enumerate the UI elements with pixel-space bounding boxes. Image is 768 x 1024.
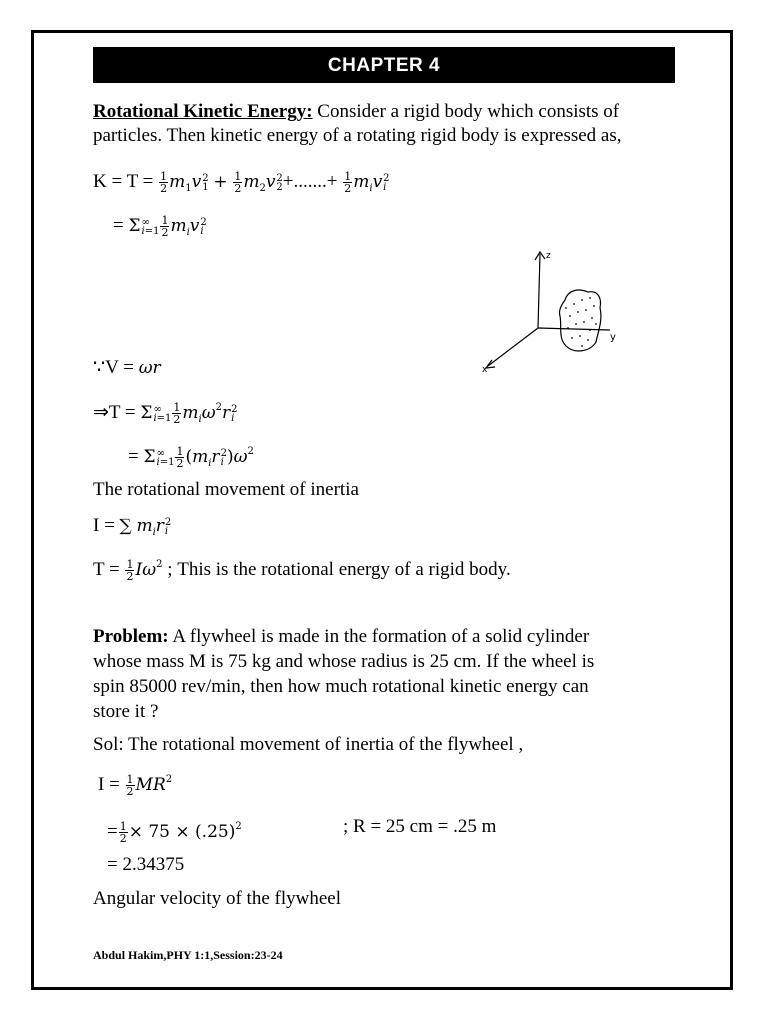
x-axis-line xyxy=(488,328,538,366)
fraction-half: $\frac{1}{2}$ xyxy=(234,170,242,196)
intro-line-1 xyxy=(93,100,619,124)
problem-line-3: spin 85000 rev/min, then how much rotational kinetic energy can xyxy=(93,676,589,697)
sum-eq: = xyxy=(113,215,129,236)
since-text: ∵V = xyxy=(93,357,139,378)
ke-lhs: K = T = xyxy=(93,171,159,192)
intro-line-2: particles. Then kinetic energy of a rotating rigid body is expressed as, xyxy=(93,125,622,146)
ke-dots: +.......+ xyxy=(282,171,343,192)
problem-text-1: A flywheel is made in the formation of a solid cylinder xyxy=(168,626,590,647)
fraction-half: $\frac{1}{2}$ xyxy=(160,170,168,196)
fraction-half: $\frac{1}{2}$ xyxy=(161,214,169,240)
problem-label: Problem: xyxy=(93,626,169,647)
fraction-half: $\frac{1}{2}$ xyxy=(119,820,127,846)
x-axis-label: x xyxy=(482,365,488,375)
fraction-half: $\frac{1}{2}$ xyxy=(344,170,352,196)
moi-substitution: = $\frac{1}{2}$ × $75 \times (.25)^2$ xyxy=(107,820,242,846)
fraction-half: $\frac{1}{2}$ xyxy=(173,401,181,427)
energy-text: ; This is the rotational energy of a rigid body. xyxy=(162,559,511,580)
calc-eq: = xyxy=(107,821,118,842)
problem-line-2: whose mass M is 75 kg and whose radius is 25 cm. If the wheel is xyxy=(93,651,595,672)
t-omega-equation: ⇒T = Σ ∞ i=1 $\frac{1}{2}$ $m_i\omega^2r$ 2 i xyxy=(93,401,238,427)
chapter-title: CHAPTER 4 xyxy=(93,47,675,83)
calc-expr: × 75 × (.25) xyxy=(128,822,236,842)
sum-eq-2: = xyxy=(128,446,144,467)
ke-sum-equation: = Σ ∞ i=1 $\frac{1}{2}$ $m_iv$ 2 i xyxy=(113,214,207,240)
solution-line: Sol: The rotational movement of inertia of the flywheel , xyxy=(93,734,524,755)
moi-flywheel-equation: I = $\frac{1}{2}$ $MR^2$ xyxy=(98,773,173,799)
implies-text: ⇒T = xyxy=(93,402,141,423)
moi-lhs: I = xyxy=(93,515,120,536)
section-heading: Rotational Kinetic Energy: xyxy=(93,101,313,122)
axes-sketch-figure xyxy=(470,240,630,380)
blob-particles xyxy=(565,297,597,347)
t-grouped-equation: = Σ ∞ i=1 $\frac{1}{2}$ ($m_ir$ 2 i )$\omega^2$ xyxy=(128,445,254,471)
z-axis-label: z xyxy=(546,251,551,261)
problem-line-4: store it ? xyxy=(93,701,159,722)
fraction-half: $\frac{1}{2}$ xyxy=(126,558,134,584)
rigid-body-blob xyxy=(559,290,600,351)
y-axis-label: y xyxy=(610,332,616,343)
ke-equation: K = T = $\frac{1}{2}$ $m_1v$ 2 1 + $\frac{1}{2}$ $m_2v$ 2 2 +.......+ $\frac{1}{2}$ $m_iv$ 2 i xyxy=(93,170,390,196)
z-axis-line xyxy=(538,254,540,328)
angular-velocity-label: Angular velocity of the flywheel xyxy=(93,888,341,909)
footer-text: Abdul Hakim,PHY 1:1,Session:23-24 xyxy=(93,948,283,962)
problem-line-1 xyxy=(93,625,589,649)
fraction-half: $\frac{1}{2}$ xyxy=(126,773,134,799)
rotational-energy-equation: T = $\frac{1}{2}$ $I\omega^2$ ; This is the rotational energy of a rigid body. xyxy=(93,558,511,584)
intro-text-1: Consider a rigid body which consists of xyxy=(312,101,620,122)
moi-label: The rotational movement of inertia xyxy=(93,479,359,500)
moi-equation: I = ∑ $m_ir$ 2 i xyxy=(93,515,172,538)
moi-result: = 2.34375 xyxy=(107,854,185,875)
radius-note: ; R = 25 cm = .25 m xyxy=(343,816,497,837)
velocity-relation: ∵V = ωr xyxy=(93,357,161,378)
i-lhs: I = xyxy=(98,774,125,795)
fraction-half: $\frac{1}{2}$ xyxy=(176,445,184,471)
energy-lhs: T = xyxy=(93,559,125,580)
